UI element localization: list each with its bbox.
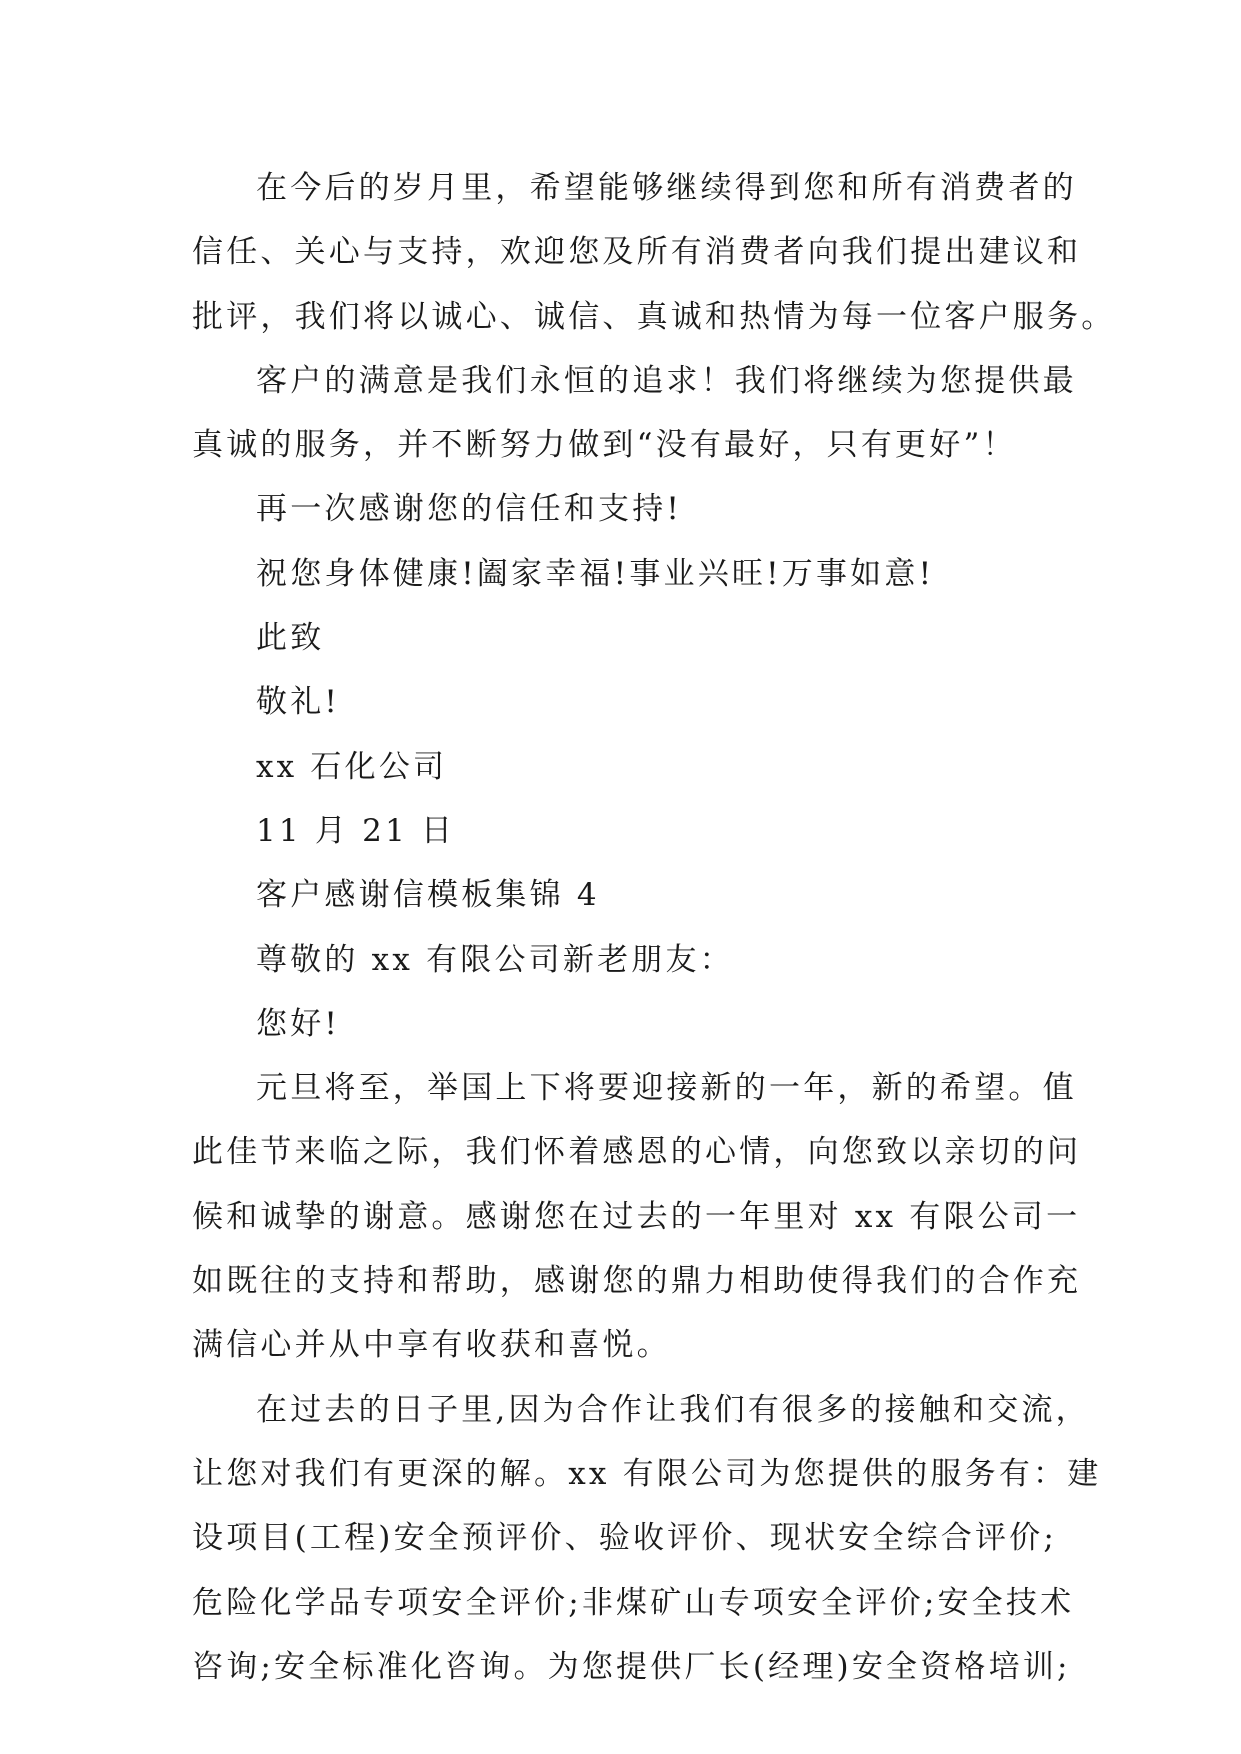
text-line: 让您对我们有更深的解。xx 有限公司为您提供的服务有：建 — [192, 1455, 1102, 1492]
text-line: 再一次感谢您的信任和支持! — [256, 491, 683, 528]
text-line: 真诚的服务，并不断努力做到“没有最好，只有更好”！ — [192, 427, 1017, 464]
text-line: 信任、关心与支持，欢迎您及所有消费者向我们提出建议和 — [192, 234, 1082, 271]
text-line: 批评，我们将以诚心、诚信、真诚和热情为每一位客户服务。 — [192, 298, 1116, 335]
signature-date: 11 月 21 日 — [256, 812, 456, 849]
section-heading: 客户感谢信模板集锦 4 — [256, 877, 600, 914]
text-line: 客户的满意是我们永恒的追求！我们将继续为您提供最 — [256, 362, 1077, 399]
text-line: 祝您身体健康!阖家幸福!事业兴旺!万事如意! — [256, 555, 935, 592]
text-line: 危险化学品专项安全评价;非煤矿山专项安全评价;安全技术 — [192, 1584, 1075, 1621]
text-line: 咨询;安全标准化咨询。为您提供厂长(经理)安全资格培训; — [192, 1648, 1071, 1685]
text-line: 如既往的支持和帮助，感谢您的鼎力相助使得我们的合作充 — [192, 1263, 1082, 1300]
salutation-line: 敬礼! — [256, 684, 341, 721]
text-line: 此佳节来临之际，我们怀着感恩的心情，向您致以亲切的问 — [192, 1134, 1082, 1171]
greeting-line: 您好! — [256, 1005, 341, 1042]
signature-company: xx 石化公司 — [256, 748, 448, 785]
text-line: 在今后的岁月里，希望能够继续得到您和所有消费者的 — [256, 170, 1077, 206]
text-line: 候和诚挚的谢意。感谢您在过去的一年里对 xx 有限公司一 — [192, 1198, 1081, 1235]
text-line: 在过去的日子里,因为合作让我们有很多的接触和交流， — [256, 1391, 1090, 1428]
document-body — [192, 156, 1116, 1699]
text-line: 满信心并从中享有收获和喜悦。 — [192, 1327, 671, 1364]
text-line: 元旦将至，举国上下将要迎接新的一年，新的希望。值 — [256, 1070, 1077, 1107]
salutation-line: 此致 — [256, 620, 325, 657]
text-line: 设项目(工程)安全预评价、验收评价、现状安全综合评价; — [192, 1520, 1058, 1557]
greeting-line: 尊敬的 xx 有限公司新老朋友： — [256, 941, 734, 978]
